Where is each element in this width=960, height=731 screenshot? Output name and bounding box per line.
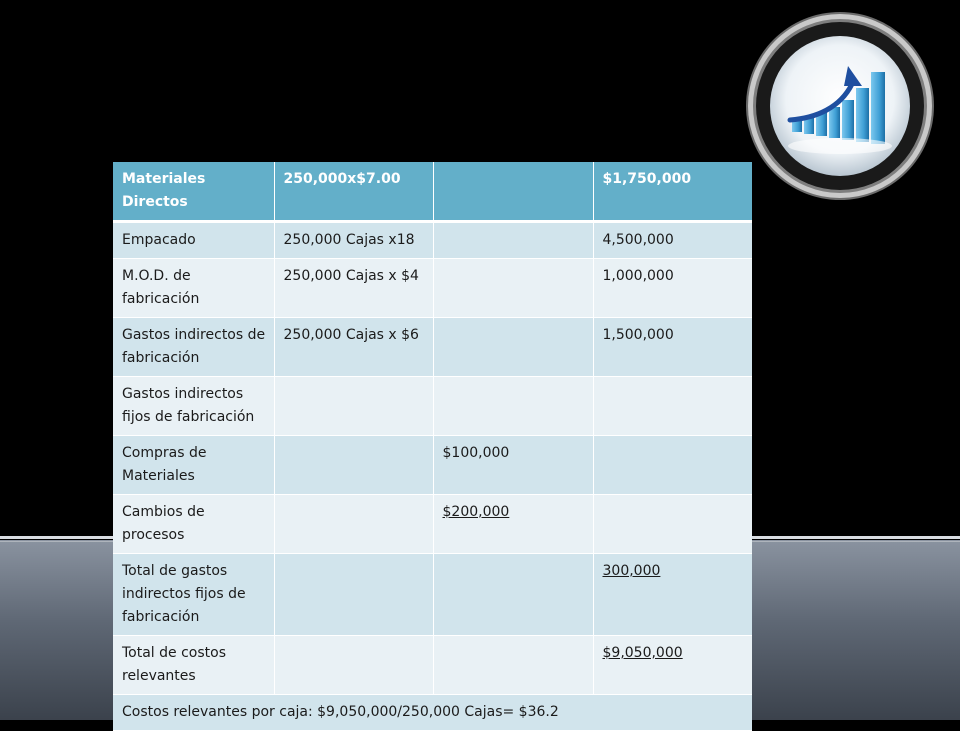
header-cell: Materiales Directos bbox=[113, 162, 274, 222]
table-cell: 250,000 Cajas x $4 bbox=[274, 259, 433, 318]
header-cell: 250,000x$7.00 bbox=[274, 162, 433, 222]
table-cell: $9,050,000 bbox=[593, 636, 752, 695]
table-row bbox=[113, 318, 752, 377]
cost-per-box-summary: Costos relevantes por caja: $9,050,000/250,000 Cajas= $36.2 bbox=[113, 695, 752, 731]
table-row bbox=[113, 222, 752, 259]
table-cell bbox=[274, 495, 433, 554]
relevant-costs-table bbox=[113, 162, 752, 731]
cost-table-container bbox=[113, 162, 752, 731]
table-cell: 250,000 Cajas x18 bbox=[274, 222, 433, 259]
table-cell bbox=[593, 377, 752, 436]
table-cell: 300,000 bbox=[593, 554, 752, 636]
table-cell: Total de gastos indirectos fijos de fabricación bbox=[113, 554, 274, 636]
table-row bbox=[113, 259, 752, 318]
table-cell bbox=[274, 554, 433, 636]
header-cell bbox=[433, 162, 593, 222]
table-row bbox=[113, 636, 752, 695]
table-cell bbox=[433, 259, 593, 318]
table-cell: Cambios de procesos bbox=[113, 495, 274, 554]
table-row bbox=[113, 436, 752, 495]
table-cell bbox=[274, 636, 433, 695]
table-cell: Gastos indirectos de fabricación bbox=[113, 318, 274, 377]
table-cell: 1,500,000 bbox=[593, 318, 752, 377]
header-cell: $1,750,000 bbox=[593, 162, 752, 222]
table-footer-row bbox=[113, 695, 752, 731]
table-header-row bbox=[113, 162, 752, 222]
table-cell bbox=[433, 222, 593, 259]
table-cell bbox=[274, 377, 433, 436]
table-row bbox=[113, 495, 752, 554]
table-cell: 250,000 Cajas x $6 bbox=[274, 318, 433, 377]
table-cell bbox=[433, 318, 593, 377]
growth-chart-logo bbox=[756, 22, 924, 190]
table-cell bbox=[433, 636, 593, 695]
table-cell: Compras de Materiales bbox=[113, 436, 274, 495]
table-cell: $100,000 bbox=[433, 436, 593, 495]
growth-chart-icon bbox=[756, 22, 924, 190]
table-row bbox=[113, 377, 752, 436]
table-cell bbox=[593, 495, 752, 554]
table-row bbox=[113, 554, 752, 636]
table-cell bbox=[593, 436, 752, 495]
table-cell: Total de costos relevantes bbox=[113, 636, 274, 695]
table-cell: Gastos indirectos fijos de fabricación bbox=[113, 377, 274, 436]
table-cell: Empacado bbox=[113, 222, 274, 259]
table-cell: 1,000,000 bbox=[593, 259, 752, 318]
table-cell bbox=[433, 377, 593, 436]
table-cell: 4,500,000 bbox=[593, 222, 752, 259]
table-cell bbox=[274, 436, 433, 495]
table-cell: M.O.D. de fabricación bbox=[113, 259, 274, 318]
table-cell bbox=[433, 554, 593, 636]
table-cell: $200,000 bbox=[433, 495, 593, 554]
